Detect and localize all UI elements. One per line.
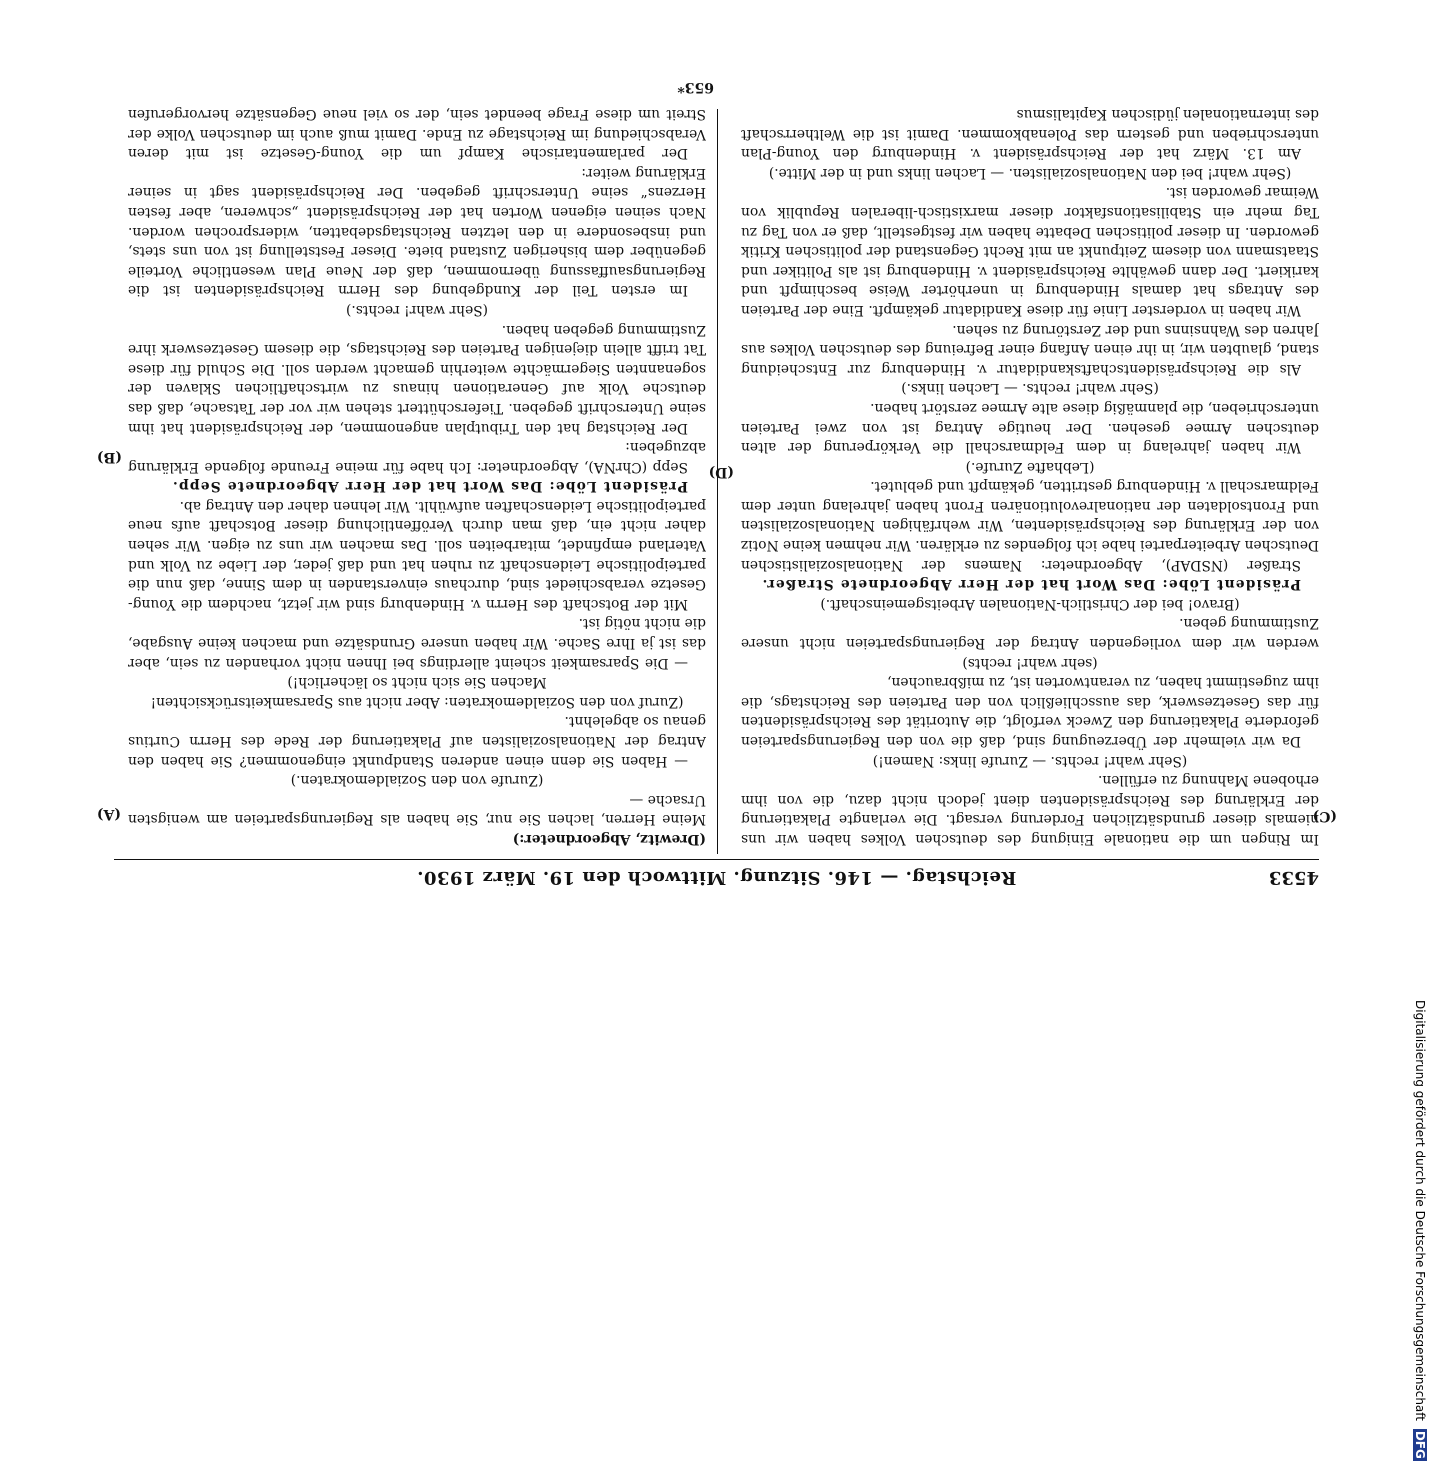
running-title: Reichstag. — 146. Sitzung. Mittwoch den 19. März 1930.: [284, 867, 1149, 888]
speaker-line: Präsident Löbe: Das Wort hat der Herr Abgeordnete Sepp.: [128, 476, 706, 496]
interjection: (sehr wahr! rechts): [741, 652, 1319, 672]
interjection: (Sehr wahr! rechts. — Lachen links.): [741, 378, 1319, 398]
quotation: Der parlamentarische Kampf um die Young-Gesetze ist mit deren Verabschiedung im Reichstage zu Ende. Damit muß auch im deutschen Volke der Streit um diese Frage beendet sein, der so viel neue Gegensätze hervorgerufen: [128, 103, 706, 162]
paragraph: Als die Reichspräsidentschaftskandidatur v. Hindenburg zur Entscheidung stand, glaubten wir, in ihr einen Anfang einer Befreiung des deutschen Volkes aus Jahren des Wahnsinns und der Zerstörung zu sehen.: [741, 319, 1319, 378]
paragraph: Im Ringen um die nationale Einigung des deutschen Volkes haben wir uns niemals dieser grundsätzlichen Forderung versagt. Die verlangte Plakatierung der Erklärung des Reichspräsidenten dient jedoch nicht dazu, die von ihm erhobene Mahnung zu erfüllen.: [741, 770, 1319, 848]
column-divider: [717, 109, 718, 854]
dfg-logo: DFG: [1413, 1429, 1427, 1461]
speech-paragraph: Sepp (ChrNA), Abgeordneter: Ich habe für meine Freunde folgende Erklärung abzugeben:: [128, 437, 706, 476]
interjection: (Bravo! bei der Christlich-Nationalen Arbeitsgemeinschaft.): [741, 593, 1319, 613]
interjection: (Sehr wahr! bei den Nationalsozialisten. — Lachen links und in der Mitte.): [741, 162, 1319, 182]
paragraph: Wir haben in vorderster Linie für diese Kandidatur gekämpft. Eine der Parteien des Antrags hat damals Hindenburg in unerhörter Weise beschimpft und karikiert. Der dann gewählte Reichspräsident v. Hindenburg ist als Politiker und Staatsmann von diesem Zeitpunkt an mit Recht Gegenstand der politischen Kritik geworden. In dieser politischen Debatte haben wir festgestellt, daß er von Tag zu Tag mehr ein Stabilisationsfaktor dieser marxistisch-liberalen Republik von Weimar geworden ist.: [741, 182, 1319, 319]
margin-letter-c: (C): [1313, 808, 1337, 824]
paragraph: Am 13. März hat der Reichspräsident v. Hindenburg den Young-Plan unterschrieben und gestern das Polenabkommen. Damit ist die Weltherrschaft des internationalen jüdischen Kapitalismus: [741, 103, 1319, 162]
interjection: (Sehr wahr! rechts. — Zurufe links: Namen!): [741, 750, 1319, 770]
credit-text: Digitalisierung gefördert durch die Deutsche Forschungsgemeinschaft: [1413, 1000, 1427, 1421]
paragraph: werden wir dem vorliegenden Antrag der Regierungsparteien nicht unsere Zustimmung geben.: [741, 613, 1319, 652]
interjection: (Lebhafte Zurufe.): [741, 456, 1319, 476]
margin-letter-d: (D): [709, 464, 734, 480]
paragraph: Im ersten Teil der Kundgebung des Herrn Reichspräsidenten ist die Regierungsauffassung übernommen, daß der Neue Plan wesentliche Vorteile gegenüber dem bisherigen Zustand biete. Dieser Feststellung ist von uns stets, und insbesondere in den letzten Reichstagsdebatten, widersprochen worden. Nach seinen eigenen Worten hat der Reichspräsident „schweren, aber festen Herzens“ seine Unterschrift gegeben. Der Reichspräsident sagt in seiner Erklärung weiter:: [128, 162, 706, 299]
speaker-line: Präsident Löbe: Das Wort hat der Herr Abgeordnete Straßer.: [741, 574, 1319, 594]
paragraph: Der Reichstag hat den Tributplan angenommen, der Reichspräsident hat ihm seine Unterschrift gegeben. Tieferschüttert stehen wir vor der Tatsache, daß das deutsche Volk auf Generationen hinaus zu wirtschaftlichen Sklaven der sogenannten Siegermächte weiterhin gemacht werden soll. Die Schuld für diese Tat trifft allein diejenigen Parteien des Reichstags, die diesem Gesetzeswerk ihre Zustimmung gegeben haben.: [128, 319, 706, 437]
digitization-credit: [1413, 1000, 1427, 1461]
speaker-continuation: (Drewitz, Abgeordneter:): [128, 828, 706, 848]
interjection: (Zuruf von den Sozialdemokraten: Aber nicht aus Sparsamkeitsrücksichten! Machen Sie sich nicht so lächerlich!): [128, 672, 706, 711]
margin-letter-b: (B): [97, 449, 122, 465]
interjection: (Sehr wahr! rechts.): [128, 299, 706, 319]
paragraph: — Die Sparsamkeit scheint allerdings bei Ihnen nicht vorhanden zu sein, aber das ist ja Ihre Sache. Wir haben unsere Grundsätze und machen keine Ausgabe, die nicht nötig ist.: [128, 613, 706, 672]
interjection: (Zurufe von den Sozialdemokraten.): [128, 770, 706, 790]
paragraph: Mit der Botschaft des Herrn v. Hindenburg sind wir jetzt, nachdem die Young-Gesetze verabschiedet sind, durchaus einverstanden in dem Sinne, daß nun die parteipolitische Leidenschaft zu ruhen hat und daß jeder, der Liebe zu Volk und Vaterland empfindet, mitarbeiten soll. Das machen wir uns zu eigen. Wir sehen daher nicht ein, daß man durch Veröffentlichung dieser Botschaft aufs neue parteipolitische Leidenschaften aufwühlt. Wir lehnen daher den Antrag ab.: [128, 495, 706, 613]
speech-paragraph: Straßer (NSDAP), Abgeordneter: Namens der Nationalsozialistischen Deutschen Arbeiterpartei habe ich folgendes zu erklären. Wir nehmen keine Notiz von der Erklärung des Reichspräsidenten, Wir wehrfähigen Nationalsozialisten und Frontsoldaten der nationalrevolutionären Front haben jahrelang unter dem Feldmarschall v. Hindenburg gestritten, gekämpft und geblutet.: [741, 476, 1319, 574]
header-rule: [114, 859, 1319, 860]
right-column: [128, 103, 706, 848]
page-number: 4533: [1269, 867, 1319, 888]
sheet-signature: 653*: [677, 79, 714, 95]
paragraph: Da wir vielmehr der Überzeugung sind, daß die von den Regierungsparteien geforderte Plakatierung den Zweck verfolgt, die Autorität des Reichspräsidenten für das Gesetzeswerk, das ausschließlich von den Parteien des Reichstags, die ihm zugestimmt haben, zu verantworten ist, zu mißbrauchen,: [741, 672, 1319, 750]
paragraph: — Haben Sie denn einen anderen Standpunkt eingenommen? Sie haben den Antrag der Nationalsozialisten auf Plakatierung der Rede des Herrn Curtius genau so abgelehnt.: [128, 711, 706, 770]
page-header: [114, 862, 1319, 888]
left-column: [741, 103, 1319, 848]
paragraph: Wir haben jahrelang in dem Feldmarschall die Verkörperung der alten deutschen Armee gesehen. Der heutige Antrag ist von zwei Parteien unterschrieben, die planmäßig diese alte Armee zerstört haben.: [741, 397, 1319, 456]
paragraph: Meine Herren, lachen Sie nur, Sie haben als Regierungsparteien am wenigsten Ursache —: [128, 789, 706, 828]
margin-letter-a: (A): [97, 806, 121, 822]
